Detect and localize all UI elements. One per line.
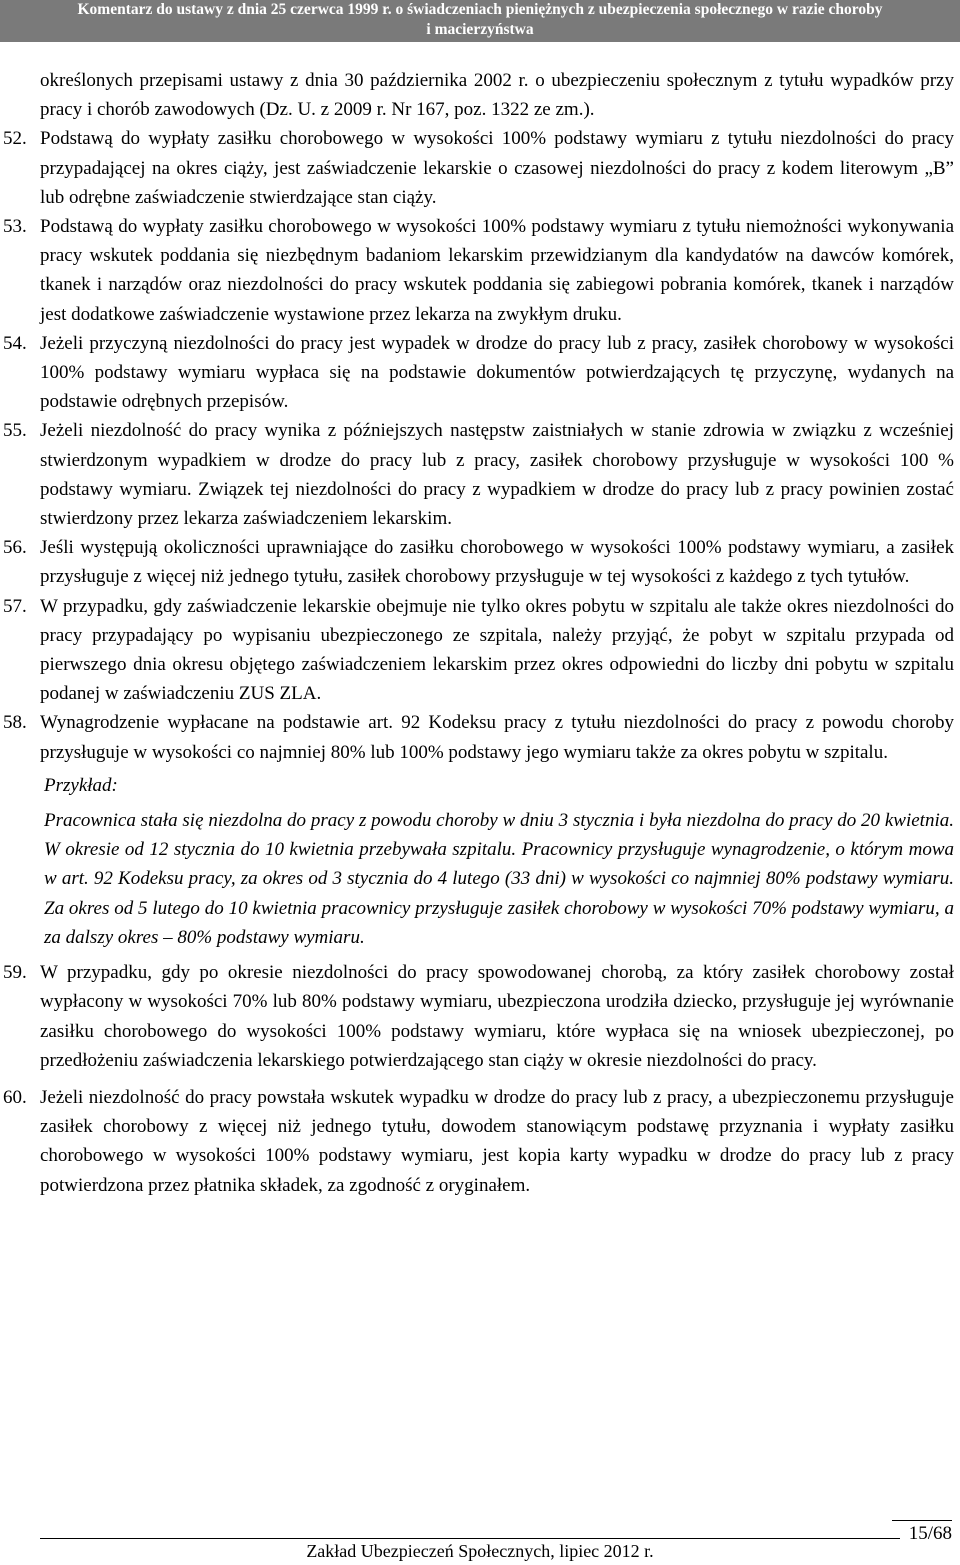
footer-text: Zakład Ubezpieczeń Społecznych, lipiec 2012 r.: [306, 1541, 654, 1561]
item-number: 53.: [3, 216, 27, 238]
item-number: 56.: [3, 537, 27, 559]
item-number: 57.: [3, 595, 27, 617]
continuation-paragraph: określonych przepisami ustawy z dnia 30 października 2002 r. o ubezpieczeniu społecznym z tytułu wypadków przy pracy i chorób zawodowych (Dz. U. z 2009 r. Nr 167, poz. 1322 ze zm.).: [40, 70, 954, 121]
item-text: Jeżeli niezdolność do pracy powstała wskutek wypadku w drodze do pracy lub z pracy, a ubezpieczonemu przysługuje zasiłek chorobowy z więcej niż jednego tytułu, dowodem stanowiącym podstawę przyznania i wypłaty zasiłku chorobowego w wysokości 100% podstawy wymiaru, jest kopia karty wypadku w drodze do pracy lub z pracy potwierdzona przez płatnika składek, za zgodność z oryginałem.: [40, 1086, 954, 1196]
list-item: [3, 329, 954, 417]
page-number-rule: [892, 1520, 952, 1521]
item-text: W przypadku, gdy zaświadczenie lekarskie obejmuje nie tylko okres pobytu w szpitalu ale także okres niezdolności do pracy przypadający po wypisaniu ubezpieczonego ze szpitala, należy przyjąć, że pobyt w szpitalu przypada od pierwszego dnia okresu objętego zaświadczeniem lekarskim przez okres odpowiedni do liczby dni pobytu w szpitalu podanej w zaświadczeniu ZUS ZLA.: [40, 595, 954, 705]
item-text: Wynagrodzenie wypłacane na podstawie art. 92 Kodeksu pracy z tytułu niezdolności do pracy z powodu choroby przysługuje w wysokości co najmniej 80% lub 100% podstawy jego wymiaru także za okres pobytu w szpitalu.: [40, 712, 954, 763]
item-number: 58.: [3, 712, 27, 734]
document-header: [0, 0, 960, 42]
item-number: 60.: [3, 1086, 27, 1108]
item-text: W przypadku, gdy po okresie niezdolności do pracy spowodowanej chorobą, za który zasiłek chorobowy został wypłacony w wysokości 70% lub 80% podstawy wymiaru, ubezpieczona urodziła dziecko, przysługuje jej wyrównanie zasiłku chorobowego do wysokości 100% podstawy wymiaru, które wypłaca się na wniosek ubezpieczonej, po przedłożeniu zaświadczenia lekarskiego potwierdzającego stan ciąży w okresie niezdolności do pracy.: [40, 962, 954, 1071]
footer-rule: [40, 1538, 900, 1539]
item-number: 54.: [3, 332, 27, 354]
document-body: [3, 66, 954, 1200]
list-item: [3, 1083, 954, 1200]
item-text: Podstawą do wypłaty zasiłku chorobowego w wysokości 100% podstawy wymiaru z tytułu niemożności wykonywania pracy wskutek poddania się niezbędnym badaniom lekarskim przewidzianym dla kandydatów na dawców komórek, tkanek i narządów oraz niezdolności do pracy wskutek poddania się zabiegowi pobrania komórek, tkanek i narządów jest dodatkowe zaświadczenie wystawione przez lekarza na zwykłym druku.: [40, 216, 954, 325]
item-text: Jeżeli niezdolność do pracy wynika z późniejszych następstw zaistniałych w stanie zdrowia w związku z wcześniej stwierdzonym wypadkiem w drodze do pracy lub z pracy, zasiłek chorobowy przysługuje w wysokości 100 % podstawy wymiaru. Związek tej niezdolności do pracy z wypadkiem w drodze do pracy lub z pracy powinien zostać stwierdzony przez lekarza zaświadczeniem lekarskim.: [40, 420, 954, 530]
list-item: [3, 958, 954, 1075]
item-text: Jeżeli przyczyną niezdolności do pracy jest wypadek w drodze do pracy lub z pracy, zasiłek chorobowy w wysokości 100% podstawy wymiaru wypłaca się na podstawie dokumentów potwierdzających tę przyczynę, wydanych na podstawie odrębnych przepisów.: [40, 332, 954, 413]
example-text: Pracownica stała się niezdolna do pracy z powodu choroby w dniu 3 stycznia i była niezdolna do pracy do 20 kwietnia. W okresie od 12 stycznia do 10 kwietnia przebywała szpitalu. Pracownicy przysługuje wynagrodzenie, o którym mowa w art. 92 Kodeksu pracy, za okres od 3 stycznia do 4 lutego (33 dni) w wysokości co najmniej 80% podstawy wymiaru. Za okres od 5 lutego do 10 kwietnia pracownicy przysługuje zasiłek chorobowy w wysokości 70% podstawy wymiaru, a za dalszy okres – 80% podstawy wymiaru.: [44, 810, 954, 948]
numbered-list-continued: [3, 958, 954, 1200]
list-item: [3, 212, 954, 329]
numbered-list: [3, 124, 954, 766]
list-item: [3, 416, 954, 533]
example-label: Przykład:: [44, 774, 118, 796]
list-item: [3, 592, 954, 709]
item-number: 52.: [3, 128, 27, 150]
list-item: [3, 708, 954, 766]
item-text: Jeśli występują okoliczności uprawniające do zasiłku chorobowego w wysokości 100% podstawy wymiaru, a zasiłek przysługuje z więcej niż jednego tytułu, zasiłek chorobowy przysługuje w tej wysokości z każdego z tych tytułów.: [40, 537, 954, 588]
list-item: [3, 124, 954, 212]
item-number: 55.: [3, 420, 27, 442]
item-text: Podstawą do wypłaty zasiłku chorobowego w wysokości 100% podstawy wymiaru z tytułu niezdolności do pracy przypadającej na okres ciąży, jest zaświadczenie lekarskie o czasowej niezdolności do pracy z kodem literowym „B” lub odrębne zaświadczenie stwierdzające stan ciąży.: [40, 128, 954, 208]
page-number: 15/68: [908, 1523, 952, 1544]
list-item: [3, 533, 954, 591]
item-number: 59.: [3, 962, 27, 984]
header-line-1: Komentarz do ustawy z dnia 25 czerwca 1999 r. o świadczeniach pieniężnych z ubezpieczenia społecznego w razie choroby: [77, 1, 883, 18]
header-line-2: i macierzyństwa: [426, 21, 534, 38]
